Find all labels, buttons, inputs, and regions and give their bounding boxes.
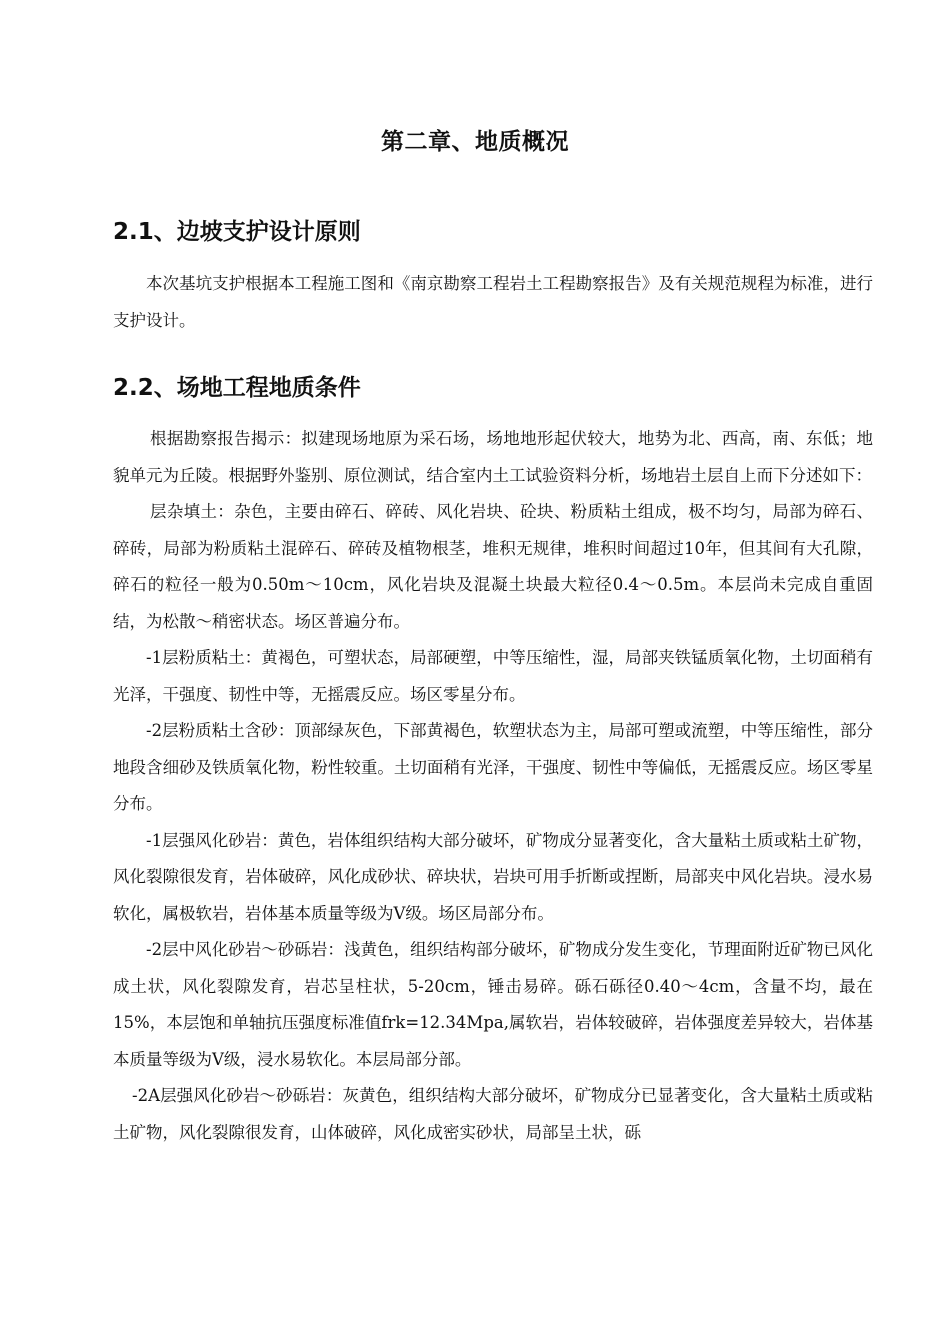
chapter-title: 第二章、地质概况 xyxy=(381,129,569,155)
paragraph-weathered-sandstone-1: -1层强风化砂岩：黄色，岩体组织结构大部分破坏，矿物成分显著变化，含大量粘土质或粘土矿物，风化裂隙很发育，岩体破碎，风化成砂状、碎块状，岩块可用手折断或捏断，局部夹中风化岩块。浸水易软化，属极软岩，岩体基本质量等级为Ⅴ级。场区局部分布。 xyxy=(113,830,873,923)
paragraph-weathered-sandstone-2a: -2A层强风化砂岩～砂砾岩：灰黄色，组织结构大部分破坏，矿物成分已显著变化，含大量粘土质或粘土矿物，风化裂隙很发育，山体破碎，风化成密实砂状，局部呈土状，砾 xyxy=(113,1086,873,1142)
section-2-2-body xyxy=(113,421,873,1151)
section-heading-2-1: 2.1、边坡支护设计原则 xyxy=(113,219,361,245)
paragraph-silty-clay-2: -2层粉质粘土含砂：顶部绿灰色，下部黄褐色，软塑状态为主，局部可塑或流塑，中等压缩性，部分地段含细砂及铁质氧化物，粉性较重。土切面稍有光泽，干强度、韧性中等偏低，无摇震反应。场区零星分布。 xyxy=(113,721,873,813)
section-heading-2-2: 2.2、场地工程地质条件 xyxy=(113,375,361,401)
section-2-1-body xyxy=(113,266,873,339)
paragraph-survey-summary: 根据勘察报告揭示：拟建现场地原为采石场，场地地形起伏较大，地势为北、西高，南、东低；地貌单元为丘陵。根据野外鉴别、原位测试，结合室内土工试验资料分析，场地岩土层自上而下分述如下： xyxy=(113,429,873,485)
paragraph-fill-layer: 层杂填土：杂色，主要由碎石、碎砖、风化岩块、砼块、粉质粘土组成，极不均匀，局部为碎石、碎砖，局部为粉质粘土混碎石、碎砖及植物根茎，堆积无规律，堆积时间超过10年，但其间有大孔隙，碎石的粒径一般为0.50m～10cm，风化岩块及混凝土块最大粒径0.4～0.5m。本层尚未完成自重固结，为松散～稍密状态。场区普遍分布。 xyxy=(113,502,873,631)
paragraph-silty-clay-1: -1层粉质粘土：黄褐色，可塑状态，局部硬塑，中等压缩性，湿，局部夹铁锰质氧化物，土切面稍有光泽，干强度、韧性中等，无摇震反应。场区零星分布。 xyxy=(113,648,873,704)
paragraph-weathered-sandstone-2: -2层中风化砂岩～砂砾岩：浅黄色，组织结构部分破坏，矿物成分发生变化，节理面附近矿物已风化成土状，风化裂隙发育，岩芯呈柱状，5-20cm，锤击易碎。砾石砾径0.40～4cm，含量不均，最在15%，本层饱和单轴抗压强度标准值frk=12.34Mpa,属软岩，岩体较破碎，岩体强度差异较大，岩体基本质量等级为Ⅴ级，浸水易软化。本层局部分部。 xyxy=(113,940,873,1069)
paragraph-design-principle: 本次基坑支护根据本工程施工图和《南京勘察工程岩土工程勘察报告》及有关规范规程为标准，进行支护设计。 xyxy=(113,274,873,330)
